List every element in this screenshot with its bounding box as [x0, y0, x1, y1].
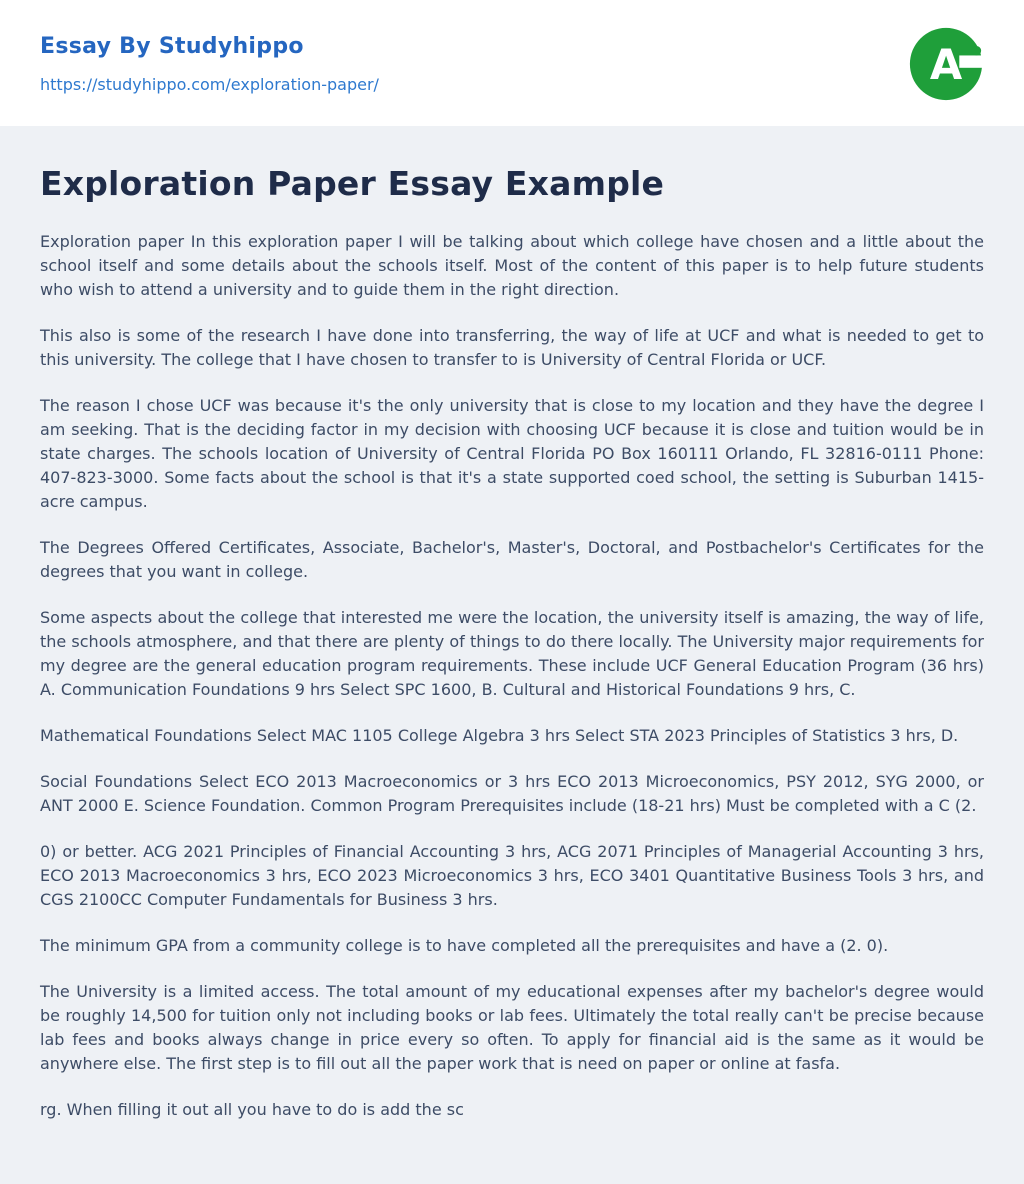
essay-paragraph: This also is some of the research I have done into transferring, the way of life at UCF and what is needed to get to this university. The college that I have chosen to transfer to is University of Central Florida or UCF. [40, 325, 984, 369]
site-header [0, 0, 1024, 126]
essay-paragraph: The reason I chose UCF was because it's the only university that is close to my location and they have the degree I am seeking. That is the deciding factor in my decision with choosing UCF because it is close and tuition would be in state charges. The schools location of University of Central Florida PO Box 160111 Orlando, FL 32816-0111 Phone: 407-823-3000. Some facts about the school is that it's a state supported coed school, the setting is Suburban 1415-acre campus. [40, 395, 984, 511]
essay-paragraph: The minimum GPA from a community college is to have completed all the prerequisites and have a (2. 0). [40, 935, 889, 955]
essay-paragraph: rg. When filling it out all you have to do is add the sc [40, 1099, 464, 1119]
page-title: Exploration Paper Essay Example [40, 164, 665, 203]
studyhippo-logo [908, 26, 984, 102]
essay-paragraph: Exploration paper In this exploration paper I will be talking about which college have chosen and a little about the school itself and some details about the schools itself. Most of the content of this paper is to help future students who wish to attend a university and to guide them in the right direction. [40, 231, 984, 299]
essay-paragraph: Social Foundations Select ECO 2013 Macroeconomics or 3 hrs ECO 2013 Microeconomics, PSY 2012, SYG 2000, or ANT 2000 E. Science Foundation. Common Program Prerequisites include (18-21 hrs) Must be completed with a C (2. [40, 771, 984, 815]
logo-letter: A [929, 40, 963, 90]
site-title: Essay By Studyhippo [40, 34, 304, 60]
essay-content [0, 126, 1024, 1184]
essay-paragraph: The University is a limited access. The total amount of my educational expenses after my bachelor's degree would be roughly 14,500 for tuition only not including books or lab fees. Ultimately the total really can't be precise because lab fees and books always change in price every so often. To apply for financial aid is the same as it would be anywhere else. The first step is to fill out all the paper work that is need on paper or online at fasfa. [40, 981, 984, 1073]
essay-paragraph: Mathematical Foundations Select MAC 1105 College Algebra 3 hrs Select STA 2023 Principles of Statistics 3 hrs, D. [40, 725, 959, 745]
site-header-text [40, 34, 379, 94]
studyhippo-logo-icon [908, 26, 984, 102]
essay-paragraph: Some aspects about the college that interested me were the location, the university itself is amazing, the way of life, the schools atmosphere, and that there are plenty of things to do there locally. The University major requirements for my degree are the general education program requirements. These include UCF General Education Program (36 hrs) A. Communication Foundations 9 hrs Select SPC 1600, B. Cultural and Historical Foundations 9 hrs, C. [40, 607, 984, 699]
essay-body [40, 230, 984, 1122]
essay-paragraph: The Degrees Offered Certificates, Associate, Bachelor's, Master's, Doctoral, and Postbachelor's Certificates for the degrees that you want in college. [40, 537, 984, 581]
essay-paragraph: 0) or better. ACG 2021 Principles of Financial Accounting 3 hrs, ACG 2071 Principles of Managerial Accounting 3 hrs, ECO 2013 Macroeconomics 3 hrs, ECO 2023 Microeconomics 3 hrs, ECO 3401 Quantitative Business Tools 3 hrs, and CGS 2100CC Computer Fundamentals for Business 3 hrs. [40, 841, 984, 909]
source-url-link[interactable]: https://studyhippo.com/exploration-paper/ [40, 74, 379, 94]
